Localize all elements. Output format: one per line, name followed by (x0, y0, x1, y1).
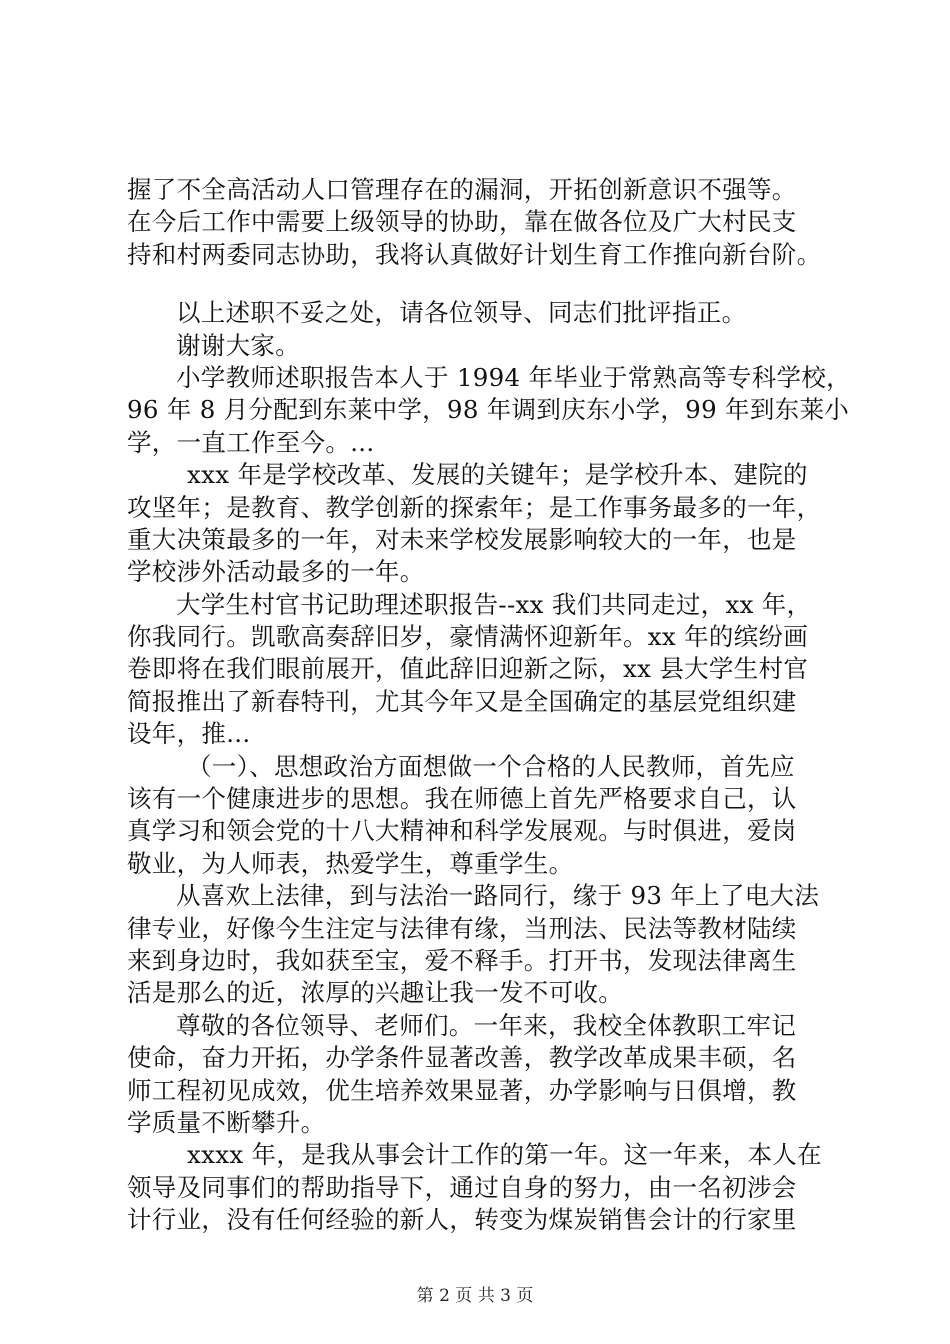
text-line: 律专业，好像今生注定与法律有缘，当刑法、民法等教材陆续 (127, 913, 797, 943)
text-line: 该有一个健康进步的思想。我在师德上首先严格要求自己，认 (127, 784, 797, 814)
text-line: xxxx 年，是我从事会计工作的第一年。这一年来，本人在 (187, 1140, 822, 1170)
text-line: 谢谢大家。 (176, 330, 300, 360)
text-line: 在今后工作中需要上级领导的协助，靠在做各位及广大村民支 (127, 207, 797, 237)
text-line: 握了不全高活动人口管理存在的漏洞，开拓创新意识不强等。 (127, 175, 797, 204)
text-line: 简报推出了新春特刊，尤其今年又是全国确定的基层党组织建 (127, 686, 797, 716)
text-line: 活是那么的近，浓厚的兴趣让我一发不可收。 (127, 978, 623, 1008)
text-line: 小学教师述职报告本人于 1994 年毕业于常熟高等专科学校， (176, 362, 851, 392)
text-line: 敬业，为人师表，热爱学生，尊重学生。 (127, 848, 574, 878)
text-line: 大学生村官书记助理述职报告--xx 我们共同走过，xx 年， (176, 589, 812, 619)
page-number-footer: 第 2 页 共 3 页 (416, 1286, 534, 1306)
text-line: 计行业，没有任何经验的新人，转变为煤炭销售会计的行家里 (127, 1205, 797, 1235)
text-line: 真学习和领会党的十八大精神和科学发展观。与时俱进，爱岗 (127, 816, 797, 846)
paragraph-gap (127, 271, 857, 297)
text-line: 学，一直工作至今。... (127, 427, 375, 457)
text-line: 攻坚年；是教育、教学创新的探索年；是工作事务最多的一年， (127, 492, 822, 522)
text-line: 领导及同事们的帮助指导下，通过自身的努力，由一名初涉会 (127, 1172, 797, 1202)
document-body (127, 174, 857, 1237)
text-line: 持和村两委同志协助，我将认真做好计划生育工作推向新台阶。 (127, 239, 822, 269)
text-line: 重大决策最多的一年，对未来学校发展影响较大的一年，也是 (127, 524, 797, 554)
text-line: 学校涉外活动最多的一年。 (127, 557, 425, 587)
text-line: （一）、思想政治方面想做一个合格的人民教师，首先应 (187, 751, 795, 781)
text-line: 你我同行。凯歌高奏辞旧岁，豪情满怀迎新年。xx 年的缤纷画 (127, 622, 809, 652)
text-line: 师工程初见成效，优生培养效果显著，办学影响与日俱增，教 (127, 1075, 797, 1105)
text-line: 来到身边时，我如获至宝，爱不释手。打开书，发现法律离生 (127, 945, 797, 975)
text-line: 以上述职不妥之处，请各位领导、同志们批评指正。 (176, 298, 747, 328)
text-line: 从喜欢上法律，到与法治一路同行，缘于 93 年上了电大法 (176, 881, 820, 911)
text-line: 使命，奋力开拓，办学条件显著改善，教学改革成果丰硕，名 (127, 1043, 797, 1073)
text-line: 设年，推... (127, 719, 251, 749)
text-line: 卷即将在我们眼前展开，值此辞旧迎新之际，xx 县大学生村官 (127, 654, 809, 684)
text-line: 尊敬的各位领导、老师们。一年来，我校全体教职工牢记 (176, 1010, 796, 1040)
text-line: 学质量不断攀升。 (127, 1107, 326, 1137)
text-line: 96 年 8 月分配到东莱中学，98 年调到庆东小学，99 年到东莱小 (127, 395, 850, 425)
text-line: xxx 年是学校改革、发展的关键年；是学校升本、建院的 (187, 460, 808, 490)
